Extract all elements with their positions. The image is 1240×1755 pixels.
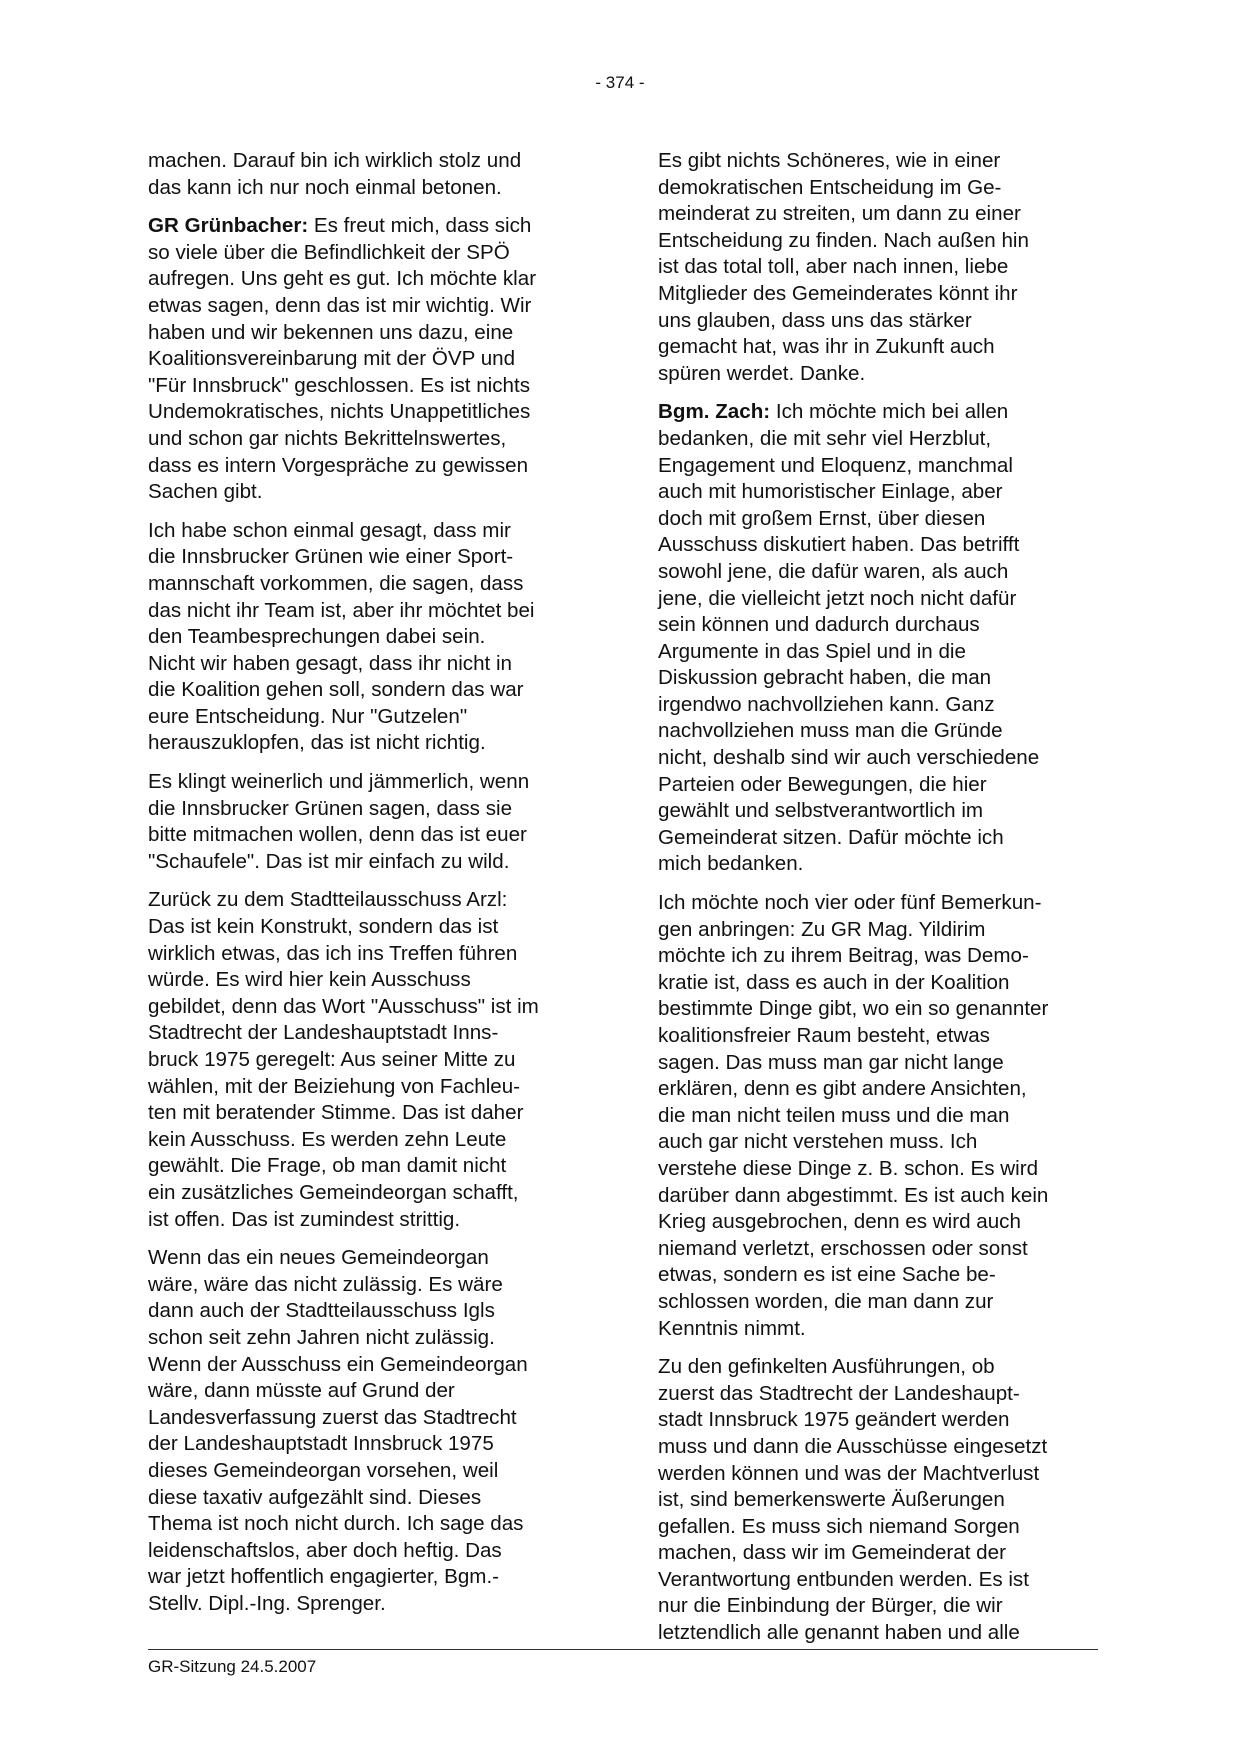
text-line: wäre, dann müsste auf Grund der	[148, 1379, 455, 1403]
text-line: nur die Einbindung der Bürger, die wir	[658, 1594, 1003, 1618]
text-line: ist das total toll, aber nach innen, liebe	[658, 255, 1009, 279]
text-line: niemand verletzt, erschossen oder sonst	[658, 1236, 1028, 1260]
text-line: so viele über die Befindlichkeit der SPÖ	[148, 240, 510, 264]
speaker-name: Bgm. Zach:	[658, 400, 771, 424]
text-line: Es gibt nichts Schöneres, wie in einer	[658, 149, 1001, 172]
text-line: Es klingt weinerlich und jämmerlich, wenn	[148, 770, 530, 794]
text-line: uns glauben, dass uns das stärker	[658, 308, 972, 332]
text-line: verstehe diese Dinge z. B. schon. Es wird	[658, 1156, 1039, 1180]
text-line: koalitionsfreier Raum besteht, etwas	[658, 1024, 990, 1047]
right-column	[658, 148, 1098, 1659]
text-line: das kann ich nur noch einmal betonen.	[148, 175, 502, 199]
text-line: doch mit großem Ernst, über diesen	[658, 506, 986, 530]
speaker-line-text: Ich möchte mich bei allen	[770, 400, 1009, 424]
paragraph	[148, 1245, 588, 1617]
text-line: auch mit humoristischer Einlage, aber	[658, 480, 1003, 504]
text-line: würde. Es wird hier kein Ausschuss	[148, 968, 471, 992]
paragraph	[658, 1354, 1098, 1647]
text-line: wäre, wäre das nicht zulässig. Es wäre	[148, 1272, 503, 1296]
text-line: meinderat zu streiten, um dann zu einer	[658, 202, 1021, 226]
text-line: machen. Darauf bin ich wirklich stolz und	[148, 149, 522, 172]
text-line: Argumente in das Spiel und in die	[658, 639, 966, 663]
text-line: gebildet, denn das Wort "Ausschuss" ist im	[148, 994, 539, 1018]
text-line: die Koalition gehen soll, sondern das war	[148, 678, 524, 702]
text-line: gewählt. Die Frage, ob man damit nicht	[148, 1154, 507, 1178]
text-line: dann auch der Stadtteilausschuss Igls	[148, 1299, 495, 1323]
speaker-line-text: Es freut mich, dass sich	[308, 214, 532, 238]
text-line: Stellv. Dipl.-Ing. Sprenger.	[148, 1591, 386, 1615]
text-line: Wenn das ein neues Gemeindeorgan	[148, 1246, 489, 1270]
text-line: nachvollziehen muss man die Gründe	[658, 719, 1003, 743]
text-line: diese taxativ aufgezählt sind. Dieses	[148, 1485, 482, 1509]
text-line: Stadtrecht der Landeshauptstadt Inns-	[148, 1021, 499, 1045]
text-line: war jetzt hoffentlich engagierter, Bgm.-	[148, 1565, 500, 1589]
text-line: Undemokratisches, nichts Unappetitliches	[148, 400, 531, 424]
text-line: leidenschaftslos, aber doch heftig. Das	[148, 1538, 502, 1562]
text-line: möchte ich zu ihrem Beitrag, was Demo-	[658, 944, 1029, 968]
paragraph	[148, 518, 588, 757]
text-line: muss und dann die Ausschüsse eingesetzt	[658, 1434, 1048, 1458]
footer-session-date: GR-Sitzung 24.5.2007	[148, 1657, 317, 1676]
text-line: etwas, sondern es ist eine Sache be-	[658, 1263, 996, 1287]
text-line: ein zusätzliches Gemeindeorgan schafft,	[148, 1180, 519, 1204]
paragraph	[658, 890, 1098, 1342]
text-line: Engagement und Eloquenz, manchmal	[658, 453, 1013, 477]
text-line: herauszuklopfen, das ist nicht richtig.	[148, 731, 486, 755]
text-line: schon seit zehn Jahren nicht zulässig.	[148, 1325, 495, 1349]
text-line: jene, die vielleicht jetzt noch nicht dafür	[658, 586, 1017, 610]
paragraph	[148, 213, 588, 506]
paragraph	[148, 769, 588, 875]
text-line: die Innsbrucker Grünen sagen, dass sie	[148, 796, 513, 820]
text-line: gemacht hat, was ihr in Zukunft auch	[658, 335, 995, 359]
text-line: Diskussion gebracht haben, die man	[658, 666, 992, 690]
text-line: Parteien oder Bewegungen, die hier	[658, 772, 987, 796]
paragraph	[148, 887, 588, 1233]
text-line: Verantwortung entbunden werden. Es ist	[658, 1567, 1029, 1591]
text-line: mich bedanken.	[658, 852, 804, 876]
text-line: den Teambesprechungen dabei sein.	[148, 625, 486, 649]
text-line: Gemeinderat sitzen. Dafür möchte ich	[658, 825, 1004, 849]
text-line: der Landeshauptstadt Innsbruck 1975	[148, 1432, 494, 1456]
text-line: spüren werdet. Danke.	[658, 361, 866, 385]
text-line: stadt Innsbruck 1975 geändert werden	[658, 1408, 1010, 1432]
text-line: bestimmte Dinge gibt, wo ein so genannter	[658, 997, 1049, 1021]
text-line: werden können und was der Machtverlust	[658, 1461, 1040, 1485]
text-line: "Schaufele". Das ist mir einfach zu wild.	[148, 849, 510, 873]
text-line: letztendlich alle genannt haben und alle	[658, 1621, 1020, 1645]
text-line: bedanken, die mit sehr viel Herzblut,	[658, 426, 992, 450]
text-line: kein Ausschuss. Es werden zehn Leute	[148, 1127, 507, 1151]
text-line: wirklich etwas, das ich ins Treffen führen	[148, 941, 518, 965]
text-line: Sachen gibt.	[148, 480, 263, 504]
text-line: Das ist kein Konstrukt, sondern das ist	[148, 915, 499, 939]
text-line: eure Entscheidung. Nur "Gutzelen"	[148, 704, 468, 728]
speaker-line	[148, 213, 588, 240]
text-line: Mitglieder des Gemeinderates könnt ihr	[658, 281, 1018, 305]
paragraph	[148, 148, 588, 201]
text-line: Krieg ausgebrochen, denn es wird auch	[658, 1210, 1021, 1234]
footer-divider	[148, 1649, 1098, 1650]
text-line: darüber dann abgestimmt. Es ist auch kein	[658, 1183, 1049, 1207]
text-line: sowohl jene, die dafür waren, als auch	[658, 559, 1009, 583]
speaker-name: GR Grünbacher:	[148, 214, 309, 238]
text-line: aufregen. Uns geht es gut. Ich möchte klar	[148, 267, 537, 291]
text-line: demokratischen Entscheidung im Ge-	[658, 175, 1002, 199]
text-line: Wenn der Ausschuss ein Gemeindeorgan	[148, 1352, 528, 1376]
text-line: bitte mitmachen wollen, denn das ist euer	[148, 823, 527, 847]
text-line: Nicht wir haben gesagt, dass ihr nicht in	[148, 651, 513, 675]
text-line: irgendwo nachvollziehen kann. Ganz	[658, 692, 995, 716]
text-line: auch gar nicht verstehen muss. Ich	[658, 1130, 978, 1154]
text-line: gefallen. Es muss sich niemand Sorgen	[658, 1514, 1020, 1538]
text-line: schlossen worden, die man dann zur	[658, 1289, 994, 1313]
text-line: Zurück zu dem Stadtteilausschuss Arzl:	[148, 888, 508, 912]
text-line: Zu den gefinkelten Ausführungen, ob	[658, 1355, 995, 1379]
text-line: das nicht ihr Team ist, aber ihr möchtet bei	[148, 598, 535, 622]
text-line: Landesverfassung zuerst das Stadtrecht	[148, 1405, 517, 1429]
paragraph	[658, 399, 1098, 878]
text-line: "Für Innsbruck" geschlossen. Es ist nichts	[148, 373, 531, 397]
text-line: nicht, deshalb sind wir auch verschiedene	[658, 746, 1040, 770]
text-line: gen anbringen: Zu GR Mag. Yildirim	[658, 917, 986, 941]
text-line: zuerst das Stadtrecht der Landeshaupt-	[658, 1381, 1020, 1405]
text-line: sagen. Das muss man gar nicht lange	[658, 1050, 1004, 1074]
text-line: haben und wir bekennen uns dazu, eine	[148, 320, 514, 344]
text-line: ten mit beratender Stimme. Das ist daher	[148, 1101, 524, 1125]
text-line: wählen, mit der Beiziehung von Fachleu-	[148, 1074, 521, 1098]
text-line: Ich habe schon einmal gesagt, dass mir	[148, 518, 511, 542]
text-line: etwas sagen, denn das ist mir wichtig. Wir	[148, 293, 532, 317]
text-line: gewählt und selbstverantwortlich im	[658, 799, 984, 823]
text-line: Kenntnis nimmt.	[658, 1316, 806, 1340]
text-line: und schon gar nichts Bekrittelnswertes,	[148, 426, 507, 450]
page-number: - 374 -	[595, 73, 645, 92]
text-line: die man nicht teilen muss und die man	[658, 1103, 1010, 1127]
text-line: erklären, denn es gibt andere Ansichten,	[658, 1077, 1027, 1101]
paragraph	[658, 148, 1098, 387]
text-line: ist, sind bemerkenswerte Äußerungen	[658, 1488, 1005, 1512]
text-line: Koalitionsvereinbarung mit der ÖVP und	[148, 347, 516, 371]
text-line: Ausschuss diskutiert haben. Das betrifft	[658, 533, 1020, 557]
left-column	[148, 148, 588, 1629]
text-line: sein können und dadurch durchaus	[658, 613, 980, 637]
text-line: kratie ist, dass es auch in der Koalition	[658, 970, 1010, 994]
text-line: Ich möchte noch vier oder fünf Bemerkun-	[658, 891, 1042, 915]
text-line: Thema ist noch nicht durch. Ich sage das	[148, 1512, 524, 1536]
text-line: die Innsbrucker Grünen wie einer Sport-	[148, 545, 514, 569]
text-line: dieses Gemeindeorgan vorsehen, weil	[148, 1458, 499, 1482]
text-line: machen, dass wir im Gemeinderat der	[658, 1541, 1006, 1565]
speaker-line	[658, 399, 1098, 426]
text-line: mannschaft vorkommen, die sagen, dass	[148, 571, 524, 595]
text-line: dass es intern Vorgespräche zu gewissen	[148, 453, 529, 477]
text-line: ist offen. Das ist zumindest strittig.	[148, 1207, 461, 1231]
text-line: bruck 1975 geregelt: Aus seiner Mitte zu	[148, 1048, 516, 1071]
text-line: Entscheidung zu finden. Nach außen hin	[658, 228, 1029, 252]
